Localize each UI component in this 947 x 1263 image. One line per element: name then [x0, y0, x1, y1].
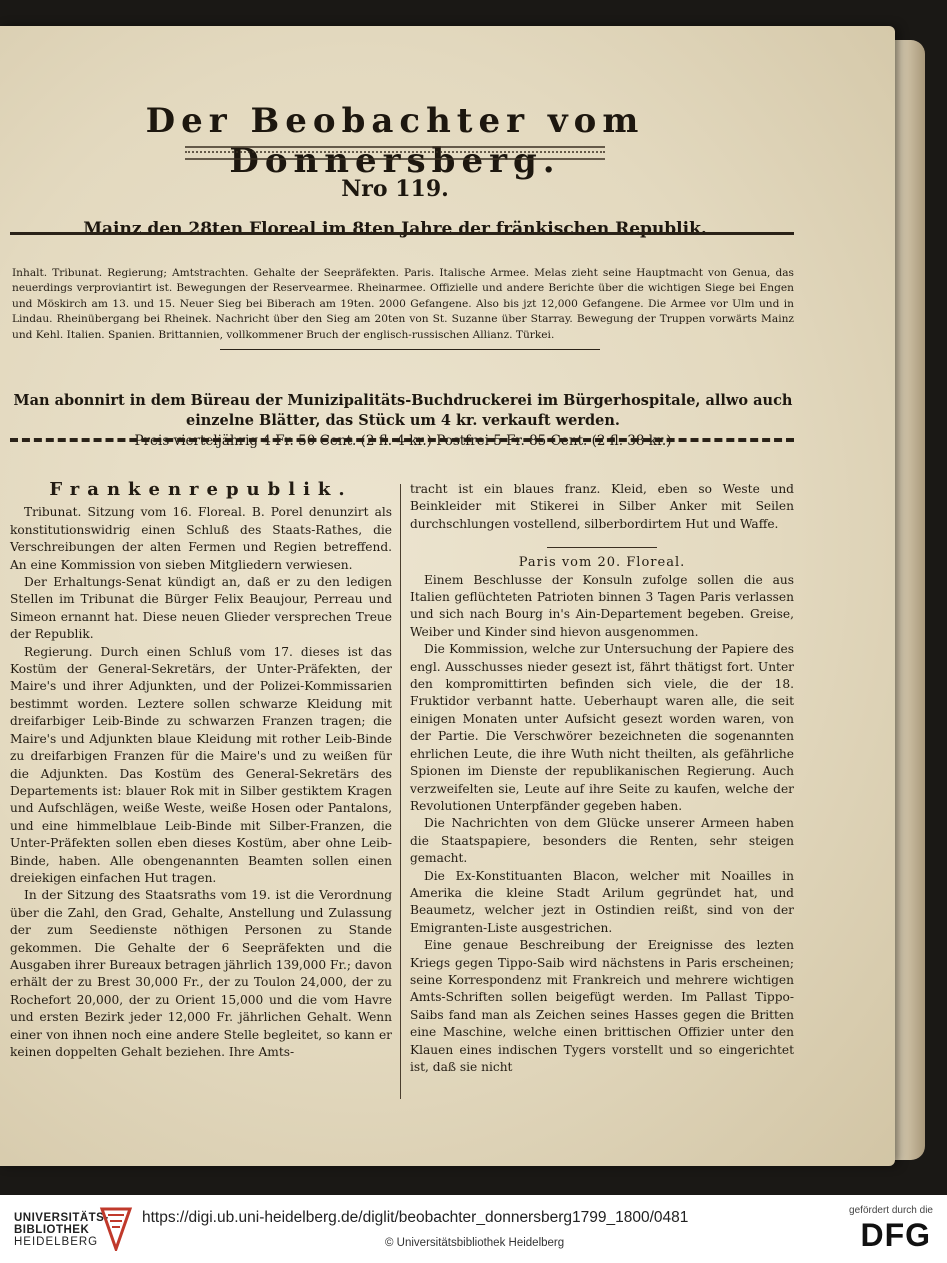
paragraph: Der Erhaltungs-Senat kündigt an, daß er zu den ledigen Stellen im Tribunat die Bürger Felix Beaujour, Perreau und Simeon ernannt hat. Diese neuen Glieder versprechen Treue der Republik.	[10, 575, 392, 642]
rule-columns	[10, 438, 794, 442]
newspaper-page	[0, 26, 895, 1166]
left-column	[10, 481, 392, 1061]
paragraph: Die Nachrichten von dem Glücke unserer Armeen haben die Staatspapiere, besonders die Renten, sehr steigen gemacht.	[410, 816, 794, 866]
library-name-line: UNIVERSITÄTS-	[14, 1212, 109, 1224]
library-name-line: HEIDELBERG	[14, 1236, 99, 1248]
paragraph: In der Sitzung des Staatsraths vom 19. ist die Verordnung über die Zahl, den Grad, Gehalte, Anstellung und Zulassung der zum Seedienste nöthigen Personen zu Stande gekommen. Die Gehalte der 6 Seepräfekten und die Ausgaben ihrer Bureaux betragen jährlich 139,000 Fr.; davon erhält der zu Brest 30,000 Fr., der zu Toulon 24,000, der zu Rochefort 20,000, der zu Orient 15,000 und die vom Havre und ersten Bezirk jeder 12,000 Fr. jährlichen Gehalt. Wenn einer von ihnen noch eine andere Stelle begleitet, so kann er keinen doppelten Gehalt beziehen. Ihre Amts-	[10, 888, 392, 1059]
rule-top	[10, 232, 794, 235]
dfg-logo[interactable]: DFG	[860, 1217, 931, 1253]
permalink-url[interactable]: https://digi.ub.uni-heidelberg.de/diglit/beobachter_donnersberg1799_1800/0481	[142, 1209, 689, 1226]
viewer-footer	[0, 1195, 947, 1263]
paragraph: Eine genaue Beschreibung der Ereignisse des lezten Kriegs gegen Tippo-Saib wird nächstens in Paris erscheinen; seine Korrespondenz mit Frankreich und mehrere wichtigen Amts-Schriften sollen beigefügt werden. Im Pallast Tippo-Saibs fand man als Zeichen seines Hasses gegen die Britten eine Maschine, welche einen brittischen Offizier unter den Klauen eines indischen Tygers vorstellt und so eingerichtet ist, daß sie nicht	[410, 938, 794, 1074]
price-line: Preis vierteljährig 4 Fr. 50 Cent. (2 fl. 4 kr.) Postfrei 5 Fr. 85 Cent. (2 fl. 38 kr.)	[134, 433, 672, 449]
dateline: Mainz den 28ten Floreal im 8ten Jahre der fränkischen Republik.	[83, 219, 707, 239]
right-column	[410, 481, 794, 1076]
library-logo-icon[interactable]	[96, 1205, 136, 1251]
contents-summary: Inhalt. Tribunat. Regierung; Amtstrachten. Gehalte der Seepräfekten. Paris. Italische Armee. Melas zieht seine Hauptmacht von Genua, das neuerdings verproviantirt ist. Bewegungen der Reservearmee. Rheinarmee. Offizielle und andere Berichte über die wichtigen Siege bei Engen und Möskirch am 13. und 15. Neuer Sieg bei Biberach am 19ten. 2000 Gefangene. Also bis jzt 12,000 Gefangene. Die Armee vor Ulm und in Lindau. Rheinübergang bei Rheinek. Nachricht über den Sieg am 20ten von St. Suzanne über Starray. Bewegung der Truppen vorwärts Mainz und Kehl. Italien. Spanien. Brittannien, vollkommener Bruch der englisch-russischen Allianz. Türkei.	[12, 267, 794, 341]
rule-contents	[220, 349, 600, 350]
paragraph: Einem Beschlusse der Konsuln zufolge sollen die aus Italien geflüchteten Patrioten binnen 3 Tagen Paris verlassen und sich nach Bourg in's Ain-Departement begeben. Greise, Weiber und Kinder sind hievon ausgenommen.	[410, 572, 794, 639]
section-subheading: Paris vom 20. Floreal.	[518, 555, 686, 571]
issue-number: Nro 119.	[341, 176, 449, 202]
subscription-notice	[10, 391, 796, 451]
copyright-notice: © Universitätsbibliothek Heidelberg	[385, 1237, 565, 1249]
funding-note: gefördert durch die	[849, 1205, 933, 1216]
library-name-line: BIBLIOTHEK	[14, 1224, 90, 1236]
subscription-text: Man abonnirt in dem Büreau der Munizipalitäts-Buchdruckerei im Bürgerhospitale, allwo auch einzelne Blätter, das Stück um 4 kr. verkauft werden.	[13, 392, 793, 429]
paragraph: Die Ex-Konstituanten Blacon, welcher mit Noailles in Amerika die kleine Stadt Arilum gegründet hat, und Beaumetz, welcher jezt in Ostindien reißt, sind von der Emigranten-Liste ausgestrichen.	[410, 868, 794, 935]
section-heading: Frankenrepublik.	[49, 479, 353, 500]
section-rule	[547, 547, 657, 548]
paragraph: Tribunat. Sitzung vom 16. Floreal. B. Porel denunzirt als konstitutionswidrig einen Schluß des Staats-Rathes, die Verschreibungen der alten Fermen und Regien betreffend. An eine Kommission von sieben Mitgliedern verwiesen.	[10, 505, 392, 572]
paragraph: Regierung. Durch einen Schluß vom 17. dieses ist das Kostüm der General-Sekretärs, der Unter-Präfekten, der Maire's und ihrer Adjunkten, und der Polizei-Kommissarien bestimmt worden. Leztere sollen schwarze Kleidung mit dreifarbiger Leib-Binde zu schwarzen Franzen tragen; die Maire's und Adjunkten blaue Kleidung mit rother Leib-Binde zu dreifarbigen Franzen für die Maire's und zu weißen für die Adjunkten. Das Kostüm des General-Sekretärs des Departements ist: blauer Rok mit in Silber gestiktem Kragen und Aufschlägen, weiße Weste, weiße Hosen oder Pantalons, und eine himmelblaue Leib-Binde mit Silber-Franzen, die Unter-Präfekten sollen eben dieses Kostüm, aber ohne Leib-Binde, haben. Alle obengenannten Beamten sollen einen dreiekigen einfachen Hut tragen.	[10, 644, 392, 885]
paragraph: Die Kommission, welche zur Untersuchung der Papiere des engl. Ausschusses nieder gesezt ist, fährt thätigst fort. Unter den kompromittirten befinden sich viele, die der 18. Fruktidor verbannt hatte. Ueberhaupt waren alle, die seit einigen Monaten unter Aufsicht gesezt worden waren, von der Partie. Die Verschwörer bezeichneten die sogenannten ehrlichen Leute, die ihre Wuth nicht theilten, als gefährliche Spionen im Dienste der republikanischen Regierung. Auch verzweifelten sie, Leute auf ihre Seite zu kaufen, welche der Revolutionen Unterpfänder gegeben haben.	[410, 642, 794, 813]
newspaper-title: Der Beobachter vom Donnersberg.	[145, 101, 645, 181]
paragraph: tracht ist ein blaues franz. Kleid, eben so Weste und Beinkleider mit Stikerei in Silber Anker mit Seilen durchschlungen vostellend, silberbordirtem Hut und Waffe.	[410, 482, 794, 531]
title-ornament	[185, 146, 605, 160]
column-divider	[400, 484, 401, 1099]
library-logo-text[interactable]	[14, 1212, 109, 1248]
